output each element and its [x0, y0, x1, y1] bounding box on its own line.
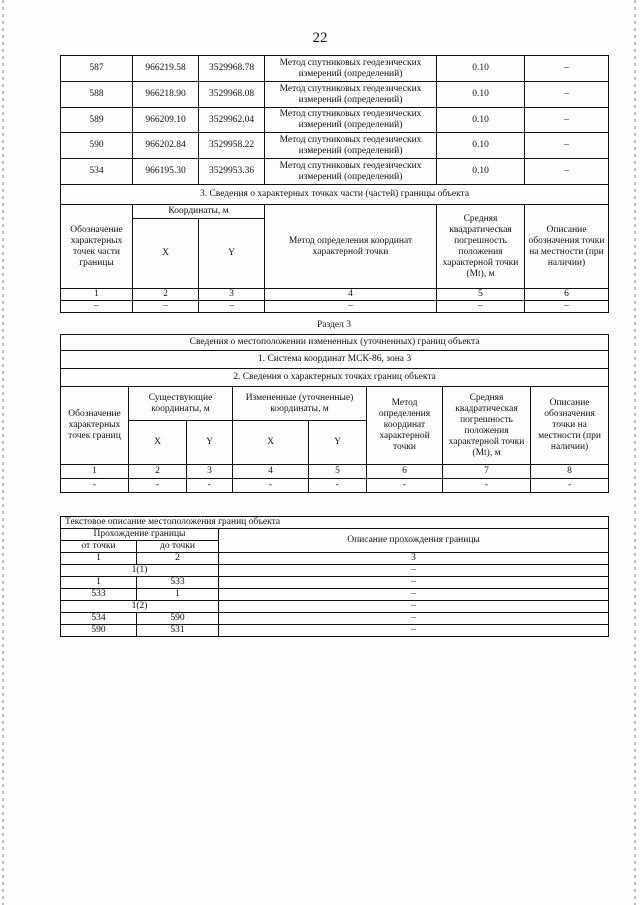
empty-cell: – — [265, 301, 437, 313]
scan-edge-right — [634, 0, 636, 905]
description-cell: – — [525, 56, 609, 82]
x-coordinate: 966202.84 — [133, 133, 199, 159]
point-number: 590 — [61, 133, 133, 159]
header-x: X — [233, 421, 309, 465]
table-changed-boundaries — [60, 334, 609, 493]
empty-cell: - — [531, 479, 609, 493]
header-coordinates: Координаты, м — [133, 205, 265, 219]
column-number: 3 — [187, 465, 233, 479]
table-row — [61, 577, 609, 589]
accuracy-cell: 0.10 — [437, 108, 525, 133]
empty-cell: – — [437, 301, 525, 313]
header-y: Y — [199, 219, 265, 289]
table-title: Текстовое описание местоположения границ объекта — [61, 517, 609, 529]
empty-cell: - — [61, 479, 129, 493]
method-cell: Метод спутниковых геодезических измерений (определений) — [265, 82, 437, 108]
y-coordinate: 3529958.22 — [199, 133, 265, 159]
empty-cell: - — [367, 479, 443, 493]
column-number: 2 — [137, 553, 219, 565]
column-number: 5 — [437, 289, 525, 301]
column-number: 4 — [233, 465, 309, 479]
coordinate-system: 1. Система координат МСК-86, зона 3 — [61, 351, 609, 369]
column-number: 1 — [61, 289, 133, 301]
header-description: Описание обозначения точки на местности (при наличии) — [525, 205, 609, 289]
header-designation: Обозначение характерных точек части границы — [61, 205, 133, 289]
description-cell: – — [219, 613, 609, 625]
empty-cell: - — [187, 479, 233, 493]
header-changed-coordinates: Измененные (уточненные) координаты, м — [233, 387, 367, 421]
point-number: 534 — [61, 159, 133, 185]
accuracy-cell: 0.10 — [437, 56, 525, 82]
column-number: 2 — [133, 289, 199, 301]
column-number: 5 — [309, 465, 367, 479]
column-number: 1 — [61, 465, 129, 479]
header-y: Y — [187, 421, 233, 465]
header-x: X — [133, 219, 199, 289]
empty-cell: - — [233, 479, 309, 493]
header-method: Метод определения координат характерной точки — [367, 387, 443, 465]
from-point: 534 — [61, 613, 137, 625]
table-row — [61, 601, 609, 613]
header-existing-coordinates: Существующие координаты, м — [129, 387, 233, 421]
contour-label: 1(1) — [61, 565, 219, 577]
description-cell: – — [219, 565, 609, 577]
scan-edge-left — [2, 0, 4, 905]
header-to-point: до точки — [137, 541, 219, 553]
from-point: 1 — [61, 577, 137, 589]
section-title: 2. Сведения о характерных точках границ объекта — [61, 369, 609, 387]
from-point: 533 — [61, 589, 137, 601]
y-coordinate: 3529968.08 — [199, 82, 265, 108]
description-cell: – — [525, 108, 609, 133]
table-row — [61, 565, 609, 577]
contour-label: 1(2) — [61, 601, 219, 613]
point-number: 589 — [61, 108, 133, 133]
from-point: 590 — [61, 625, 137, 637]
header-accuracy: Средняя квадратическая погрешность положения характерной точки (Mt), м — [437, 205, 525, 289]
column-number: 6 — [367, 465, 443, 479]
description-cell: – — [219, 625, 609, 637]
table-row — [61, 625, 609, 637]
column-number: 6 — [525, 289, 609, 301]
method-cell: Метод спутниковых геодезических измерений (определений) — [265, 56, 437, 82]
header-from-point: от точки — [61, 541, 137, 553]
column-number: 3 — [199, 289, 265, 301]
table-row — [61, 159, 609, 185]
empty-cell: - — [443, 479, 531, 493]
empty-cell: - — [309, 479, 367, 493]
to-point: 531 — [137, 625, 219, 637]
column-number: 3 — [219, 553, 609, 565]
column-number: 4 — [265, 289, 437, 301]
accuracy-cell: 0.10 — [437, 159, 525, 185]
column-numbers-row — [61, 465, 609, 479]
x-coordinate: 966219.58 — [133, 56, 199, 82]
header-y: Y — [309, 421, 367, 465]
table-row — [61, 589, 609, 601]
table-boundary-description — [60, 516, 609, 637]
empty-cell: - — [129, 479, 187, 493]
point-number: 588 — [61, 82, 133, 108]
table-row — [61, 613, 609, 625]
header-description: Описание прохождения границы — [219, 529, 609, 553]
column-number: 8 — [531, 465, 609, 479]
accuracy-cell: 0.10 — [437, 82, 525, 108]
description-cell: – — [219, 589, 609, 601]
to-point: 533 — [137, 577, 219, 589]
empty-cell: – — [61, 301, 133, 313]
page-number: 22 — [312, 30, 328, 46]
table-row — [61, 108, 609, 133]
point-number: 587 — [61, 56, 133, 82]
description-cell: – — [219, 601, 609, 613]
header-accuracy: Средняя квадратическая погрешность положения характерной точки (Mt), м — [443, 387, 531, 465]
method-cell: Метод спутниковых геодезических измерений (определений) — [265, 133, 437, 159]
empty-row — [61, 479, 609, 493]
to-point: 1 — [137, 589, 219, 601]
description-cell: – — [525, 159, 609, 185]
empty-cell: – — [199, 301, 265, 313]
empty-row — [61, 301, 609, 313]
to-point: 590 — [137, 613, 219, 625]
section-3-label: Раздел 3 — [317, 320, 351, 330]
table-row — [61, 133, 609, 159]
header-designation: Обозначение характерных точек границ — [61, 387, 129, 465]
y-coordinate: 3529962.04 — [199, 108, 265, 133]
accuracy-cell: 0.10 — [437, 133, 525, 159]
section-title: 3. Сведения о характерных точках части (частей) границы объекта — [61, 185, 609, 205]
column-numbers-row — [61, 553, 609, 565]
description-cell: – — [219, 577, 609, 589]
column-numbers-row — [61, 289, 609, 301]
table-title: Сведения о местоположении измененных (уточненных) границ объекта — [61, 335, 609, 351]
header-passage: Прохождение границы — [61, 529, 219, 541]
empty-cell: – — [525, 301, 609, 313]
x-coordinate: 966209.10 — [133, 108, 199, 133]
x-coordinate: 966218.90 — [133, 82, 199, 108]
table-row — [61, 82, 609, 108]
table-boundary-points-parts — [60, 55, 609, 313]
empty-cell: – — [133, 301, 199, 313]
y-coordinate: 3529968.78 — [199, 56, 265, 82]
table-row — [61, 56, 609, 82]
header-description: Описание обозначения точки на местности (при наличии) — [531, 387, 609, 465]
column-number: 7 — [443, 465, 531, 479]
method-cell: Метод спутниковых геодезических измерений (определений) — [265, 159, 437, 185]
header-method: Метод определения координат характерной точки — [265, 205, 437, 289]
column-number: 1 — [61, 553, 137, 565]
description-cell: – — [525, 133, 609, 159]
header-x: X — [129, 421, 187, 465]
column-number: 2 — [129, 465, 187, 479]
method-cell: Метод спутниковых геодезических измерений (определений) — [265, 108, 437, 133]
x-coordinate: 966195.30 — [133, 159, 199, 185]
y-coordinate: 3529953.36 — [199, 159, 265, 185]
description-cell: – — [525, 82, 609, 108]
